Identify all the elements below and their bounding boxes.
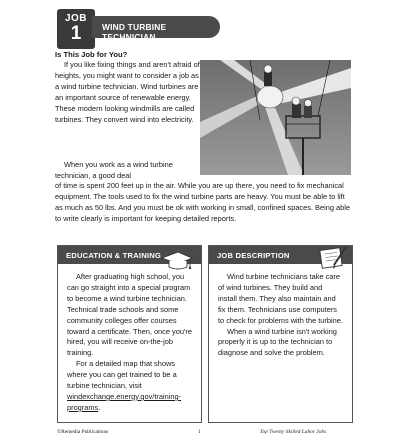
job-description-body <box>209 264 352 359</box>
job-description-box <box>208 245 353 423</box>
education-heading: EDUCATION & TRAINING <box>58 246 201 264</box>
job-description-heading: JOB DESCRIPTION <box>209 246 352 264</box>
job-description-paragraph-1: Wind turbine technicians take care of wind turbines. They build and install them. They also maintain and fix them. Technicians use computers to check for problems with the turbine. <box>218 272 343 325</box>
job-label: JOB <box>64 13 88 24</box>
footer-publisher: ©Remedia Publications <box>57 429 109 435</box>
footer-book-title: Top Twenty Skilled Labor Jobs <box>260 429 327 435</box>
intro-paragraph-2-start: When you work as a wind turbine technician, a good deal <box>55 160 173 180</box>
education-paragraph-1: After graduating high school, you can go straight into a special program to become a wind turbine technician. Technical trade schools and some community colleges offer courses toward a certificate. Then, once you're hired, you will receive on-the-job training. <box>67 272 192 358</box>
graduation-cap-icon <box>160 250 194 272</box>
training-programs-link[interactable]: windexchange.energy.gov/training-programs <box>67 391 182 412</box>
education-body <box>58 264 201 414</box>
page-title: WIND TURBINE TECHNICIAN <box>92 16 220 38</box>
footer-page-number: 1 <box>198 429 201 435</box>
intro-paragraph-2-rest: of time is spent 200 feet up in the air. While you are up there, you need to fix mechanical equipment. The tools used to fix the wind turbine parts are heavy. You must be able to lift as much as 50 lbs. And you must be ok with working in small, confined spaces. Being able to write clearly is important for keeping detailed reports. <box>55 181 350 223</box>
job-number-badge <box>57 9 95 49</box>
education-paragraph-2 <box>67 359 192 414</box>
intro-paragraph-1: If you like fixing things and aren't afraid of heights, you might want to consider a job as a wind turbine technician. Wind turbines are an important source of renewable energy. These modern looking windmills are called turbines. They convert wind into electricity. <box>55 60 200 124</box>
intro-heading: Is This Job for You? <box>55 50 128 59</box>
job-description-paragraph-2: When a wind turbine isn't working properly it is up to the technician to diagnose and solve the problem. <box>218 326 337 358</box>
education-paragraph-2-end: . <box>98 402 101 412</box>
wind-turbine-photo <box>200 60 351 175</box>
notepad-pencil-icon <box>318 243 348 271</box>
job-number: 1 <box>70 23 82 44</box>
education-paragraph-2-text: For a detailed map that shows where you can get trained to be a turbine technician, visit <box>67 359 177 391</box>
